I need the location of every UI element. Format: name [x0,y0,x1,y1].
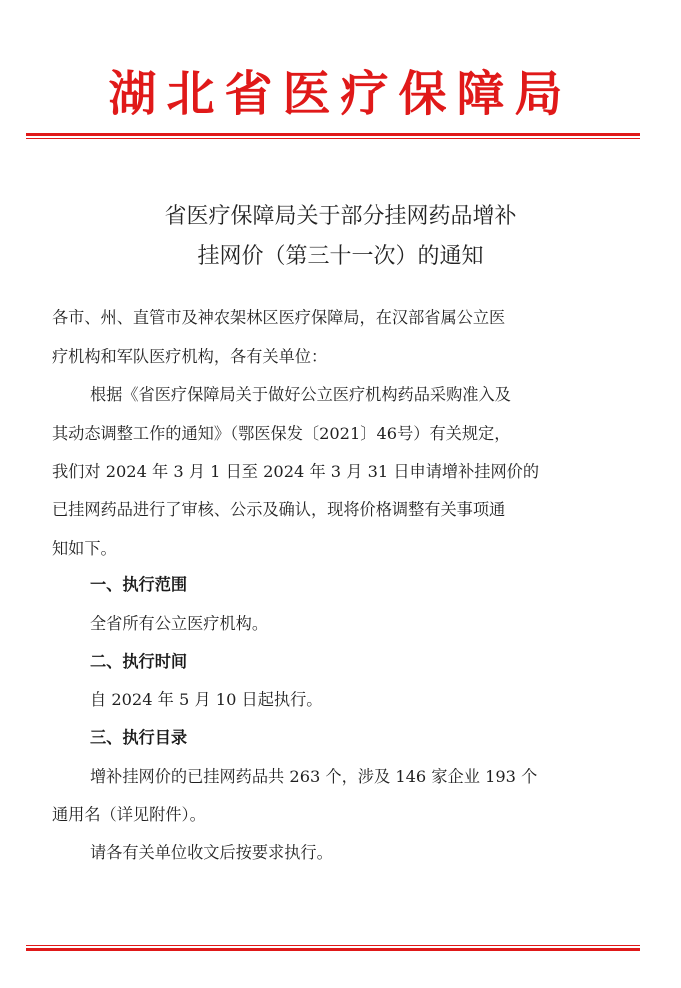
section-heading-scope: 一、执行范围 [90,575,188,594]
masthead-rule-thick [26,133,640,136]
document-title-line-2: 挂网价（第三十一次）的通知 [197,244,484,269]
footer-rule-thick [26,948,640,951]
intro-line-4: 已挂网药品进行了审核、公示及确认，现将价格调整有关事项通 [52,500,506,519]
section-heading-catalog: 三、执行目录 [90,728,188,747]
intro-line-2: 其动态调整工作的通知》（鄂医保发〔2021〕46号）有关规定， [52,424,511,443]
footer-rule-thin [26,945,640,946]
section-heading-time: 二、执行时间 [90,652,188,671]
closing-line: 请各有关单位收文后按要求执行。 [90,843,333,862]
masthead: 湖北省医疗保障局 [108,66,573,122]
section-catalog-line-1: 增补挂网价的已挂网药品共 263 个，涉及 146 家企业 193 个 [90,767,538,786]
intro-line-1: 根据《省医疗保障局关于做好公立医疗机构药品采购准入及 [90,385,511,404]
masthead-rule-thin [26,138,640,139]
section-catalog-line-2: 通用名（详见附件）。 [52,805,206,824]
intro-line-5: 知如下。 [52,539,117,558]
addressee-line-2: 疗机构和军队医疗机构，各有关单位： [52,347,328,366]
addressee-line-1: 各市、州、直管市及神农架林区医疗保障局，在汉部省属公立医 [52,308,506,327]
section-time-text: 自 2024 年 5 月 10 日起执行。 [90,690,323,709]
intro-line-3: 我们对 2024 年 3 月 1 日至 2024 年 3 月 31 日申请增补挂网价的 [52,462,540,481]
section-scope-text: 全省所有公立医疗机构。 [90,614,269,633]
document-title-line-1: 省医疗保障局关于部分挂网药品增补 [164,204,517,229]
